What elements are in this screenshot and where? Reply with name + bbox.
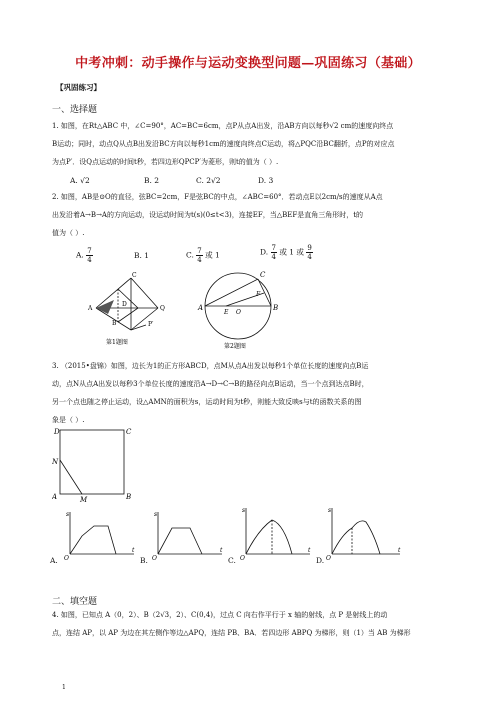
figure-3-square [52,424,142,504]
svg-text:t: t [132,547,135,554]
page-number: 1 [62,684,66,691]
svg-text:s: s [66,511,70,518]
graph-a [60,508,140,564]
q1-option-b: B. 2 [144,176,160,185]
graph-b [148,508,228,564]
q1-line1: 1. 如图，在Rt△ABC 中，∠C=90°，AC=BC=6cm，点P从点A出发，沿AB方向以每秒√2 cm的速度向终点 [52,122,394,130]
section-choice: 一、选择题 [52,105,98,115]
svg-text:t: t [398,547,401,554]
svg-text:Q: Q [160,305,165,312]
svg-text:C: C [260,271,266,279]
svg-text:A: A [52,493,58,501]
q3-line2: 动，点N从点A出发以每秒3个单位长度的速度沿A→D→C→B的路径向点B运动，当一个点到达点B时， [52,380,369,388]
svg-text:P′: P′ [148,321,154,328]
q1-line3: 为点P′．设Q点运动的时间t秒，若四边形QPCP′为菱形，则t的值为（ ）. [52,158,279,166]
q3-line4: 象是（ ）. [52,416,85,424]
svg-text:O: O [152,555,157,562]
graph-d-label: D. [316,556,325,565]
q4-line2: 点，连结 AP，以 AP 为边在其左侧作等边△APQ，连结 PB、BA．若四边形 ABPQ 为梯形，则（1）当 AB 为梯形 [52,629,411,637]
svg-text:t: t [308,547,311,554]
svg-text:O: O [236,309,241,316]
svg-text:B: B [126,493,132,501]
exercise-tag: 【巩固练习】 [56,83,101,92]
svg-text:B: B [273,304,279,312]
q2-option-c: C. $\frac{7}{4}$ 或 1 [186,247,220,264]
q3-line1: 3. （2015•盘锦）如图，边长为1的正方形ABCD，点M从点A出发以每秒1个单位长度的速度向点B运 [52,362,369,370]
figure-2-caption: 第2题图 [224,343,246,350]
svg-text:D: D [54,428,60,436]
svg-text:A: A [198,304,204,312]
svg-text:s: s [328,507,332,514]
graph-b-label: B. [140,556,148,565]
svg-text:O: O [326,555,331,562]
q2-option-b: B. 1 [134,251,150,260]
svg-text:N: N [52,458,59,466]
figure-2 [196,266,286,352]
svg-text:C: C [126,428,132,436]
section-fill-blank: 二、填空题 [52,597,98,607]
graph-d [322,504,406,564]
graph-c-label: C. [228,556,236,565]
figure-1-caption: 第1题图 [106,339,128,346]
q3-line3: 另一个点也随之停止运动，设△AMN的面积为s，运动时间为t秒，则能大致反映s与t的函数关系的图 [52,398,362,406]
svg-text:t: t [220,547,223,554]
svg-text:M: M [80,496,88,504]
svg-text:E: E [224,309,229,316]
svg-text:B: B [112,320,117,327]
svg-text:F: F [256,291,261,298]
q1-option-c: C. 2√2 [196,176,221,185]
q1-line2: B运动；同时，动点Q从点B出发沿BC方向以每秒1cm的速度向终点C运动，将△PQC沿BC翻折，点P的对应点 [52,140,395,148]
q2-line2: 出发沿着A→B→A的方向运动，设运动时间为t(s)(0≤t<3)，连接EF，当△BEF是直角三角形时，t的 [52,211,364,219]
svg-text:O: O [64,555,69,562]
q2-option-d: D. $\frac{7}{4}$ 或 1 或 $\frac{9}{4}$ [260,244,312,261]
q2-line3: 值为（ ）. [52,229,85,237]
svg-text:C: C [132,272,137,279]
svg-text:D: D [122,301,127,308]
svg-text:s: s [242,507,246,514]
svg-text:A: A [88,305,93,312]
graph-c [236,504,316,564]
q1-option-a: A. √2 [70,176,90,185]
svg-text:O: O [240,555,245,562]
q2-option-a: A. $\frac{7}{4}$ [76,247,92,264]
q1-option-d: D. 3 [258,176,274,185]
svg-text:s: s [154,511,158,518]
q4-line1: 4. 如图，已知点 A（0，2）、B（2√3，2）、C(0,4)，过点 C 向右作平行于 x 轴的射线，点 P 是射线上的动 [52,611,388,619]
graph-a-label: A. [50,556,58,565]
page-title: 中考冲刺：动手操作与运动变换型问题—巩固练习（基础） [75,56,421,71]
figure-1 [86,270,186,350]
q2-line1: 2. 如图，AB是⊙O的直径，弦BC=2cm，F是弦BC的中点，∠ABC=60°．若动点E以2cm/s的速度从A点 [52,193,383,201]
